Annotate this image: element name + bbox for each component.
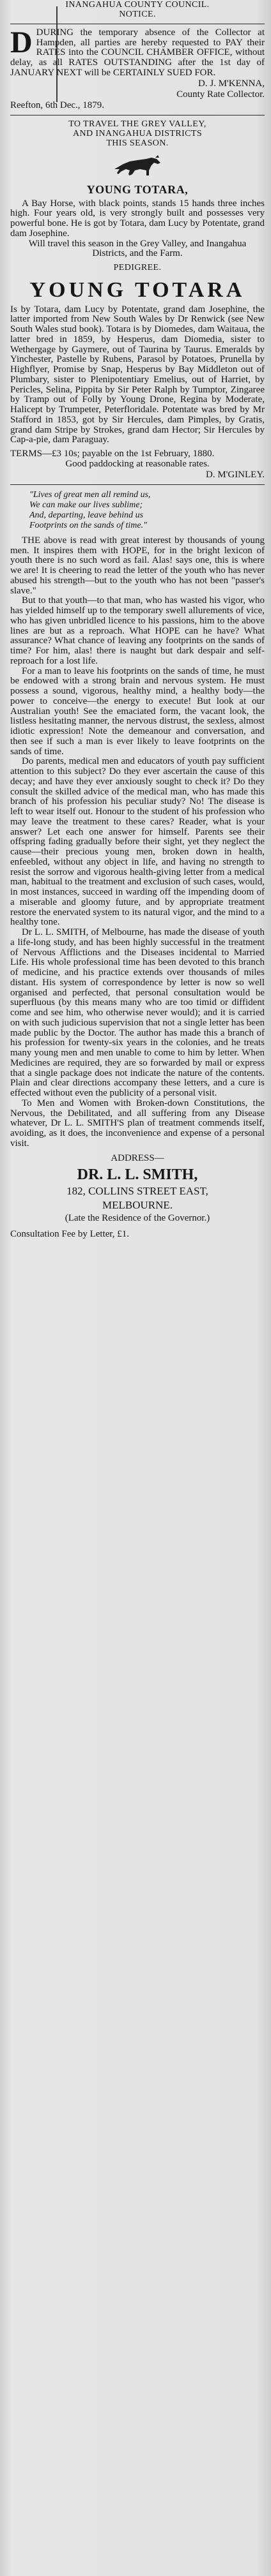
poem-line-3: And, departing, leave behind us [29,510,144,520]
owner-signature: D. M'GINLEY. [205,469,265,480]
pedigree-label: PEDIGREE. [113,263,162,273]
address-label: ADDRESS— [111,1152,164,1163]
smith-advert [10,490,265,1240]
poem-line-1: "Lives of great men all remind us, [29,489,151,500]
pedigree-banner: YOUNG TOTARA [29,278,245,302]
travel-heading-2: AND INANGAHUA DISTRICTS [72,128,203,138]
poem-line-4: Footprints on the sands of time." [29,520,147,530]
advert-paragraph-6: To Men and Women with Broken-down Constitutions, the Nervous, the Debilitated, and all suffering from any Disease whatever, Dr L. L. SMITH'S plan of treatment commends itself, avoiding, as it does, the inconvenience and expense of a personal visit. [10,1098,265,1149]
poem-line-2: We can make our lives sublime; [29,500,143,510]
notice-date: Reefton, 6th Dec., 1879. [10,100,105,110]
horse-title: YOUNG TOTARA, [86,182,189,196]
horse-illustration [111,153,164,179]
notice-paragraph: DURING the temporary absence of the Collector at Hampden, all parties are hereby requested to PAY their RATES into the COUNCIL CHAMBER OFFICE, without delay, as all RATES OUTSTANDING after the 1st day of JANUARY NEXT will be CERTAINLY SUED FOR. [10,27,265,78]
horse-description: A Bay Horse, with black points, stands 15 hands three inches high. Four years old, is very strongly built and possesses very powerful bone. He is got by Totara, dam Lucy by Potentate, grand dam Josephine. [10,198,265,239]
paddocking: Good paddocking at reasonable rates. [65,458,210,469]
pedigree-text: Is by Totara, dam Lucy by Potentate, grand dam Josephine, the latter imported from New South Wales by Dr Renwick (see New South Wales stud book). Totara is by Diomedes, dam Waitaua, the latter bred in 1859, by Hesperus, dam Diomedia, sister to Wethergage by Gaymere, out of Taurina by Taurus. Emeralds by Yinchester, Pastelle by Rubens, Parasol by Potatoes, Prunella by Highflyer, Promise by Snap, Hesperus by Bay Middleton out of Plumbary, sister to Plenipotentiary Emelius, out of Harriet, by Pericles, Selina, Pippita by Sir Peter Ralph by Tumptor, Zingaree by Tramp out of Folly by Young Drone, Regina by Moderate, Halicept by Trumpeter, Peterfloridale. Potentate was bred by Mr Stafford in 1853, got by Sir Hercules, dam Pimples, by Gratis, grand dam Stripe by Strokes, grand dam Hector; Sir Hercules by Cap-a-pie, dam Paraguay. [10,304,265,445]
consultation-fee: Consultation Fee by Letter, £1. [10,1228,130,1239]
horse-icon [111,153,164,179]
travel-notice [10,119,265,480]
doctor-street: 182, COLLINS STREET EAST, [66,1184,208,1197]
advert-paragraph-1: THE above is read with great interest by thousands of young men. It inspires them with HOPE, for in the bright lexicon of youth there is no such word as fail. Alas! says one, this is where we are! It is cheering to read the letter of the youth who has never abused his strength—but to the youth who has not been "passer's slave." [10,535,265,596]
collector-title: County Rate Collector. [176,89,265,100]
residence-note: (Late the Residence of the Governor.) [65,1212,210,1223]
terms: TERMS—£3 10s; payable on the 1st February, 1880. [10,449,215,459]
council-notice [10,0,265,111]
horse-travel: Will travel this season in the Grey Valley, and Inangahua Districts, and the Farm. [28,238,247,259]
collector-name: D. J. M'KENNA, [198,78,265,89]
council-heading: INANGAHUA COUNTY COUNCIL. [65,0,210,10]
notice-heading: NOTICE. [119,10,156,20]
poem-quote [29,490,265,531]
rule-2 [10,484,265,485]
advert-paragraph-5: Dr L. L. SMITH, of Melbourne, has made the disease of youth a life-long study, and has been highly successful in the treatment of Nervous Afflictions and the Diseases incidental to Married Life. His whole professional time has been devoted to this branch of medicine, and his practice extends over thousands of miles distant. His system of correspondence by letter is now so well organised and perfected, that personal consultation would be superfluous (by this means many who are too timid or diffident come and see him, who otherwise never would); and it is carried on with such judicious supervision that not a single letter has been made public by the Doctor. The author has made this a branch of his profession for twenty-six years in the colonies, and he treats many young men and men unable to come to him by letter. When Medicines are required, they are so forwarded by mail or express that a single package does not indicate the nature of the contents. Plain and clear directions accompany these letters, and a cure is effected without even the publicity of a personal visit. [10,927,265,1099]
advert-paragraph-2: But to that youth—to that man, who has wasted his vigor, who has yielded himself up to the temporary swell allurements of vice, who has given unbridled licence to his passions, him to the above lines are but as a reproach. What HOPE can he have? What assurance? What chance of leaving any footprints on the sands of time? For him, alas! there is naught but dark despair and self-reproach for a lost life. [10,595,265,666]
travel-heading-1: TO TRAVEL THE GREY VALLEY, [68,119,206,129]
vertical-margin-mark [56,6,70,102]
advert-paragraph-4: Do parents, medical men and educators of youth pay sufficient attention to this subject? Do they ever ascertain the cause of this decay; and have they ever anxiously sought to check it? Do they consult the skilled advice of the medical man, who has made this branch of his profession his peculiar study? No! The disease is left to wear itself out. Honour to the student of his profession who may leave the treatment to these cares? Reader, what is your answer? Let each one answer for himself. Parents see their offspring fading gradually before their sight, yet they neglect the cause—their precious young men, broken down in health, enfeebled, without any object in life, and having no strength to resist the sorrow and vigorous health-giving letter from a medical man, habitual to the treatment and exclusion of such cases, would, in most instances, succeed in warding off the impending doom of a miserable and gloomy future, and by appropriate treatment restore the enervated system to its natural vigor, and the mind to a healthy tone. [10,756,265,928]
dropcap-d: D [10,25,33,59]
travel-heading-3: THIS SEASON. [106,138,169,149]
advert-paragraph-3: For a man to leave his footprints on the sands of time, he must be endowed with a strong brain and nervous system. He must possess a sound, vigorous, healthy mind, a healthy body—the power to conceive—the energy to execute! But look at our Australian youth! See the emaciated form, the vacant look, the listless hesitating manner, the nervous distrust, the sexless, almost idiotic expression! Note the demeanour and conversation, and then see if such a man is ever likely to leave footprints on the sands of time. [10,666,265,757]
notice-body [10,25,265,78]
doctor-name: DR. L. L. SMITH, [77,1166,198,1183]
doctor-city: MELBOURNE. [102,1198,173,1211]
